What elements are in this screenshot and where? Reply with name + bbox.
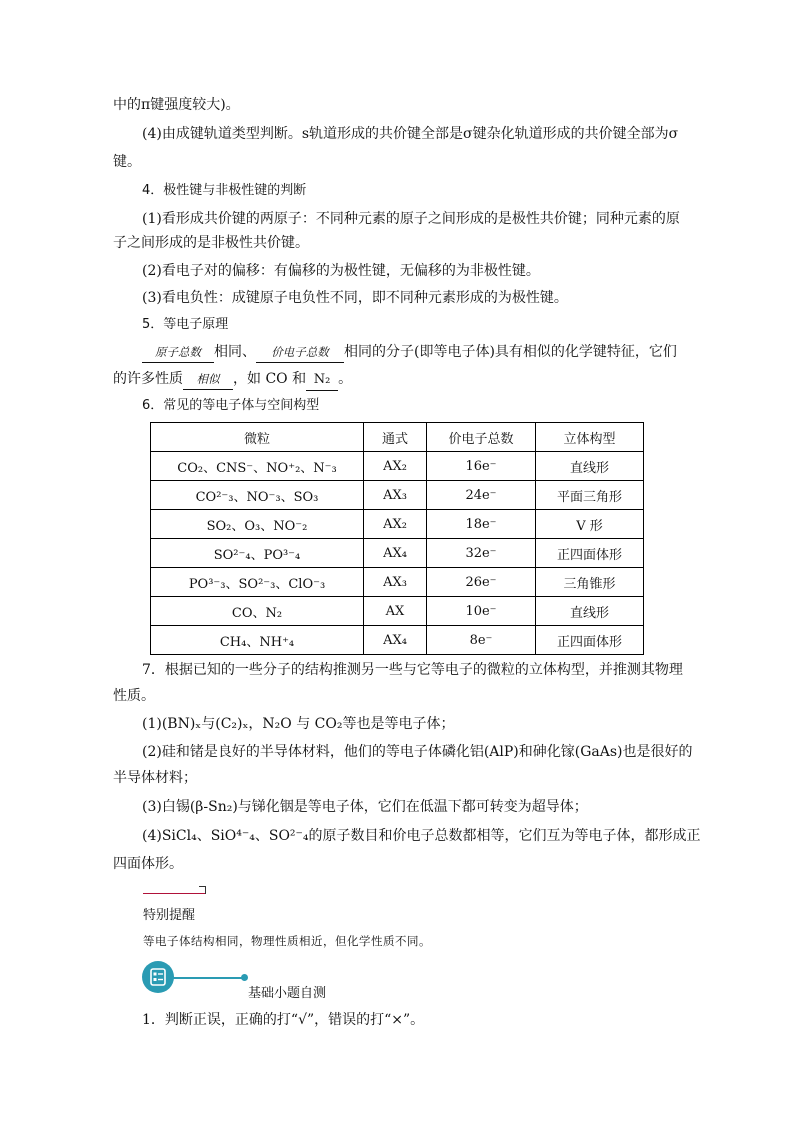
text-line: 四面体形。 <box>113 856 183 872</box>
table-cell: CO、N₂ <box>151 597 364 626</box>
text-line: (4)SiCl₄、SiO⁴⁻₄、SO²⁻₄的原子数目和价电子总数都相等，它们互为等电子体，都形成正 <box>142 828 701 844</box>
table-row <box>151 597 644 626</box>
table-cell: 正四面体形 <box>536 626 644 655</box>
table-cell: AX₄ <box>364 539 427 568</box>
column-header: 价电子总数 <box>427 423 536 452</box>
table-cell: AX₃ <box>364 481 427 510</box>
text-line: 性质。 <box>113 688 155 704</box>
fill-blank: 价电子总数 <box>256 342 344 363</box>
table-cell: PO³⁻₃、SO²⁻₃、ClO⁻₃ <box>151 568 364 597</box>
text-line: 半导体材料； <box>113 770 197 786</box>
tip-title: 特别提醒 <box>143 908 196 923</box>
table-cell: 三角锥形 <box>536 568 644 597</box>
text-line: (2)硅和锗是良好的半导体材料，他们的等电子体磷化铝(AlP)和砷化镓(GaAs)也是很好的 <box>142 744 693 760</box>
table-row <box>151 481 644 510</box>
table-row <box>151 539 644 568</box>
text-line: 7．根据已知的一些分子的结构推测另一些与它等电子的微粒的立体构型，并推测其物理 <box>142 662 683 678</box>
text-span: ，如 CO 和 <box>233 371 307 387</box>
fill-blank: 相似 <box>183 369 233 390</box>
table-row <box>151 452 644 481</box>
fill-blank: N₂ <box>306 370 338 391</box>
table-cell: AX <box>364 597 427 626</box>
text-line: 键。 <box>113 154 141 170</box>
section-rule-dot <box>241 974 248 981</box>
text-span: 相同、 <box>214 344 256 360</box>
text-span: 的许多性质 <box>113 371 183 387</box>
column-header: 通式 <box>364 423 427 452</box>
table-cell: SO₂、O₃、NO⁻₂ <box>151 510 364 539</box>
table-cell: 8e⁻ <box>427 626 536 655</box>
table-cell: 正四面体形 <box>536 539 644 568</box>
checklist-icon <box>142 961 174 993</box>
column-header: 微粒 <box>151 423 364 452</box>
text-line: (2)看电子对的偏移：有偏移的为极性键，无偏移的为非极性键。 <box>142 263 540 279</box>
table-cell: AX₂ <box>364 452 427 481</box>
text-line: 中的π键强度较大)。 <box>113 97 240 113</box>
text-line <box>113 369 352 391</box>
table-row <box>151 568 644 597</box>
tip-corner-mark <box>199 886 206 894</box>
table-cell: SO²⁻₄、PO³⁻₄ <box>151 539 364 568</box>
text-line: (3)白锡(β-Sn₂)与锑化铟是等电子体，它们在低温下都可转变为超导体； <box>142 799 588 815</box>
fill-blank: 原子总数 <box>142 342 214 363</box>
table-cell: CO₂、CNS⁻、NO⁺₂、N⁻₃ <box>151 452 364 481</box>
table-cell: AX₂ <box>364 510 427 539</box>
table-cell: 10e⁻ <box>427 597 536 626</box>
text-line <box>142 342 677 363</box>
question-text: 1．判断正误，正确的打“√”，错误的打“×”。 <box>142 1012 425 1028</box>
table-cell: AX₄ <box>364 626 427 655</box>
table-row <box>151 510 644 539</box>
table-cell: 直线形 <box>536 452 644 481</box>
tip-text: 等电子体结构相同，物理性质相近，但化学性质不同。 <box>143 934 431 948</box>
tip-divider <box>143 893 205 894</box>
section-title: 基础小题自测 <box>248 986 327 1001</box>
table-row <box>151 626 644 655</box>
table-cell: 32e⁻ <box>427 539 536 568</box>
text-line: (1)看形成共价键的两原子：不同种元素的原子之间形成的是极性共价键；同种元素的原 <box>142 211 680 227</box>
table-cell: 18e⁻ <box>427 510 536 539</box>
isoelectronic-table <box>150 422 644 655</box>
table-cell: CO²⁻₃、NO⁻₃、SO₃ <box>151 481 364 510</box>
text-line: (1)(BN)ₓ与(C₂)ₓ，N₂O 与 CO₂等也是等电子体； <box>142 716 455 732</box>
text-line: 子之间形成的是非极性共价键。 <box>113 235 309 251</box>
text-line: (4)由成键轨道类型判断。s轨道形成的共价键全部是σ键杂化轨道形成的共价键全部为σ <box>142 126 679 142</box>
table-cell: 24e⁻ <box>427 481 536 510</box>
table-cell: 16e⁻ <box>427 452 536 481</box>
column-header: 立体构型 <box>536 423 644 452</box>
table-header-row <box>151 423 644 452</box>
text-span: 相同的分子(即等电子体)具有相似的化学键特征，它们 <box>344 344 677 360</box>
table-cell: 26e⁻ <box>427 568 536 597</box>
text-span: 。 <box>338 371 353 387</box>
section-heading: 5．等电子原理 <box>142 317 229 332</box>
table-cell: 平面三角形 <box>536 481 644 510</box>
table-cell: CH₄、NH⁺₄ <box>151 626 364 655</box>
table-cell: 直线形 <box>536 597 644 626</box>
table-cell: AX₃ <box>364 568 427 597</box>
section-rule <box>173 977 243 979</box>
text-line: (3)看电负性：成键原子电负性不同，即不同种元素形成的为极性键。 <box>142 290 568 306</box>
table-cell: V 形 <box>536 510 644 539</box>
section-heading: 6．常见的等电子体与空间构型 <box>142 398 320 413</box>
section-heading: 4．极性键与非极性键的判断 <box>142 183 307 198</box>
